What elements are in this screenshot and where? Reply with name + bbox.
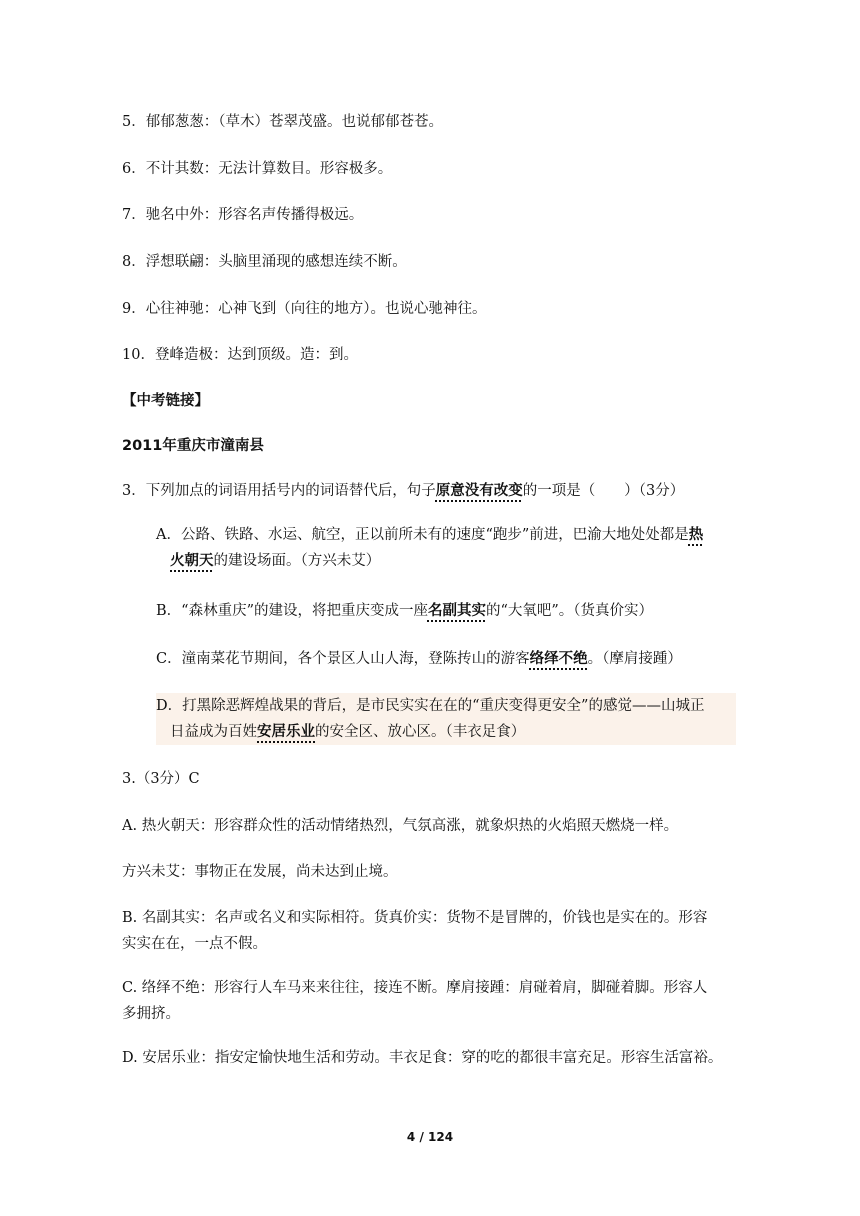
definition-9: 9．心往神驰：心神飞到（向往的地方）。也说心驰神往。 [122,301,487,317]
explanation-a-2: 方兴未艾：事物正在发展，尚未达到止境。 [122,864,398,880]
option-b-keyword: 名副其实 [427,603,486,619]
question-suffix: 的一项是（ ）（3分） [522,483,685,499]
definition-5: 5．郁郁葱葱：（草木）苍翠茂盛。也说郁郁苍苍。 [122,114,443,130]
explanation-d: D. 安居乐业：指安定愉快地生活和劳动。丰衣足食：穿的吃的都很丰富充足。形容生活富裕。 [122,1050,723,1066]
option-a-text: A．公路、铁路、水运、航空，正以前所未有的速度“跑步”前进，巴渝大地处处都是 [156,527,689,543]
question-emphasis: 原意没有改变 [435,483,523,499]
option-d-keyword: 安居乐业 [257,724,315,740]
source-label: 2011年重庆市潼南县 [122,438,264,454]
explanation-c-2: 多拥挤。 [122,1006,180,1022]
option-a [156,522,736,574]
definition-6: 6．不计其数：无法计算数目。形容极多。 [122,161,393,177]
option-d-text: 日益成为百姓 [170,724,257,740]
explanation-a: A. 热火朝天：形容群众性的活动情绪热烈，气氛高涨，就象炽热的火焰照天燃烧一样。 [122,818,679,834]
option-c-text: C．潼南菜花节期间，各个景区人山人海，登陈抟山的游客 [156,651,530,667]
section-heading: 【中考链接】 [122,393,209,409]
option-a-keyword-part2: 火朝天 [170,553,214,569]
option-c [156,646,736,672]
option-a-keyword-part1: 热 [688,527,704,543]
option-a-text-end: 的建设场面。（方兴未艾） [213,553,381,569]
answer: 3.（3分）C [122,771,200,787]
explanation-c: C. 络绎不绝：形容行人车马来来往往，接连不断。摩肩接踵：肩碰着肩，脚碰着脚。形容人 [122,980,708,996]
option-d-line1: D．打黑除恶辉煌战果的背后，是市民实实在在的“重庆变得更安全”的感觉——山城正 [156,698,705,714]
question-stem [122,479,684,500]
definition-8: 8．浮想联翩：头脑里涌现的感想连续不断。 [122,254,407,270]
option-d [156,693,736,745]
option-b-text-end: 的“大氧吧”。（货真价实） [485,603,654,619]
option-c-text-end: 。（摩肩接踵） [587,651,682,667]
definition-10: 10．登峰造极：达到顶级。造：到。 [122,347,358,363]
explanation-b: B. 名副其实：名声或名义和实际相符。货真价实：货物不是冒牌的，价钱也是实在的。形容 [122,910,708,926]
definition-7: 7．驰名中外：形容名声传播得极远。 [122,207,364,223]
option-c-keyword: 络绎不绝 [529,651,588,667]
option-b-text: B．“森林重庆”的建设，将把重庆变成一座 [156,603,428,619]
question-prefix: 3．下列加点的词语用括号内的词语替代后，句子 [122,483,436,499]
option-d-text-end: 的安全区、放心区。（丰衣足食） [315,724,526,740]
option-b [156,598,736,624]
page-number: 4 / 124 [406,1130,454,1144]
explanation-b-2: 实实在在，一点不假。 [122,936,267,952]
